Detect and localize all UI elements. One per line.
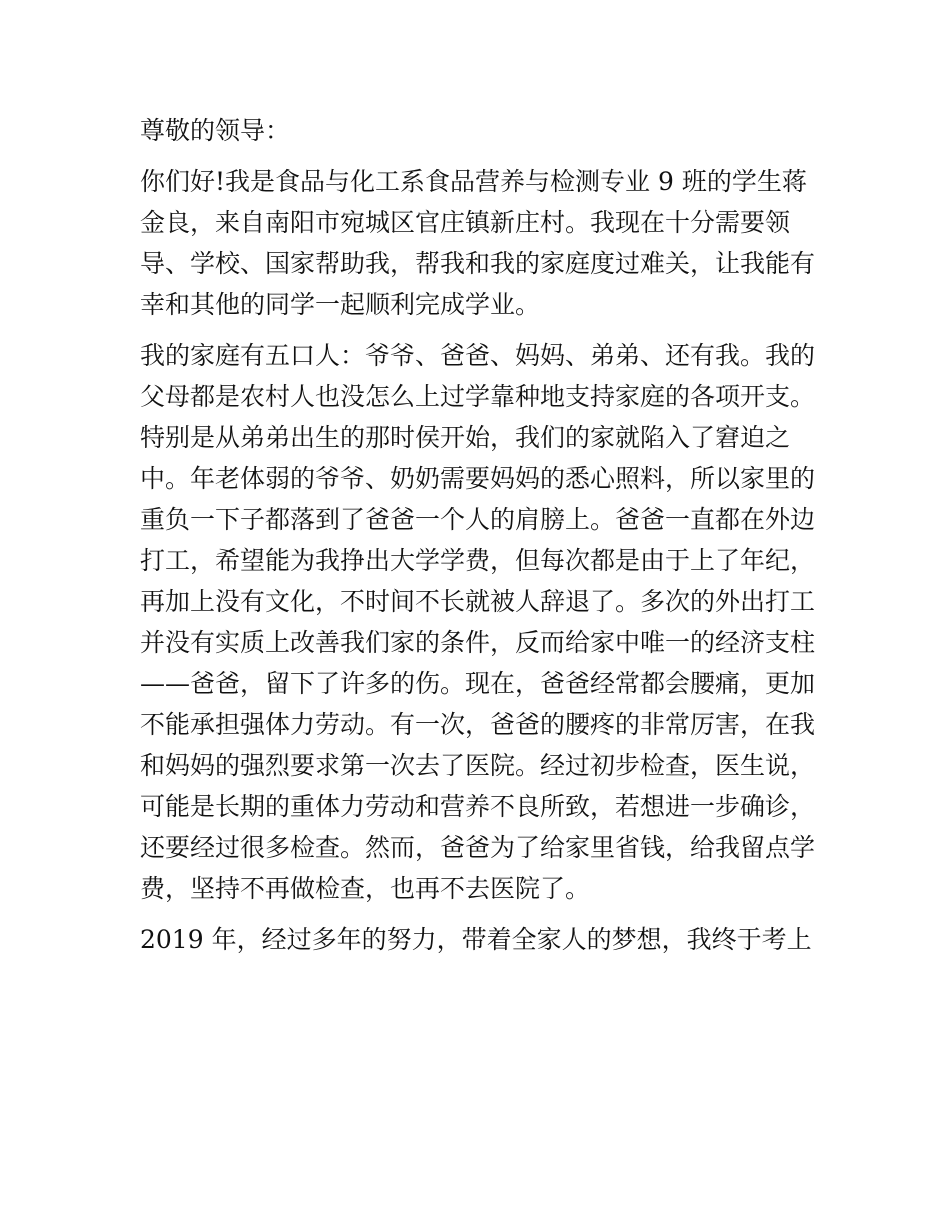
paragraph-line: 2019 年，经过多年的努力，带着全家人的梦想，我终于考上 — [140, 925, 812, 954]
letter-body — [140, 110, 820, 960]
paragraph-line: 金良，来自南阳市宛城区官庄镇新庄村。我现在十分需要领 — [140, 208, 791, 237]
salutation: 尊敬的领导： — [140, 116, 291, 145]
paragraph-line: ——爸爸，留下了许多的伤。现在，爸爸经常都会腰痛，更加 — [140, 669, 816, 698]
paragraph-line: 父母都是农村人也没怎么上过学靠种地支持家庭的各项开支。 — [140, 382, 816, 411]
paragraph-line: 中。年老体弱的爷爷、奶奶需要妈妈的悉心照料，所以家里的 — [140, 464, 816, 493]
paragraph-line: 你们好!我是食品与化工系食品营养与检测专业 9 班的学生蒋 — [140, 167, 807, 196]
paragraph-line: 可能是长期的重体力劳动和营养不良所致，若想进一步确诊， — [140, 792, 816, 821]
paragraph-line: 不能承担强体力劳动。有一次，爸爸的腰疼的非常厉害，在我 — [140, 710, 816, 739]
paragraph-admission — [140, 919, 820, 960]
paragraph-line: 特别是从弟弟出生的那时侯开始，我们的家就陷入了窘迫之 — [140, 423, 791, 452]
paragraph-line: 并没有实质上改善我们家的条件，反而给家中唯一的经济支柱 — [140, 628, 816, 657]
paragraph-line: 我的家庭有五口人：爷爷、爸爸、妈妈、弟弟、还有我。我的 — [140, 341, 816, 370]
paragraph-line: 还要经过很多检查。然而，爸爸为了给家里省钱，给我留点学 — [140, 833, 816, 862]
paragraph-line: 导、学校、国家帮助我，帮我和我的家庭度过难关，让我能有 — [140, 249, 816, 278]
paragraph-line: 打工，希望能为我挣出大学学费，但每次都是由于上了年纪， — [140, 546, 816, 575]
paragraph-line: 再加上没有文化，不时间不长就被人辞退了。多次的外出打工 — [140, 587, 816, 616]
paragraph-line: 重负一下子都落到了爸爸一个人的肩膀上。爸爸一直都在外边 — [140, 505, 816, 534]
paragraph-line: 和妈妈的强烈要求第一次去了医院。经过初步检查，医生说， — [140, 751, 816, 780]
paragraph-line: 费，坚持不再做检查，也再不去医院了。 — [140, 874, 591, 903]
paragraph-family — [140, 335, 820, 909]
paragraph-line: 幸和其他的同学一起顺利完成学业。 — [140, 290, 541, 319]
paragraph-introduction — [140, 161, 820, 325]
